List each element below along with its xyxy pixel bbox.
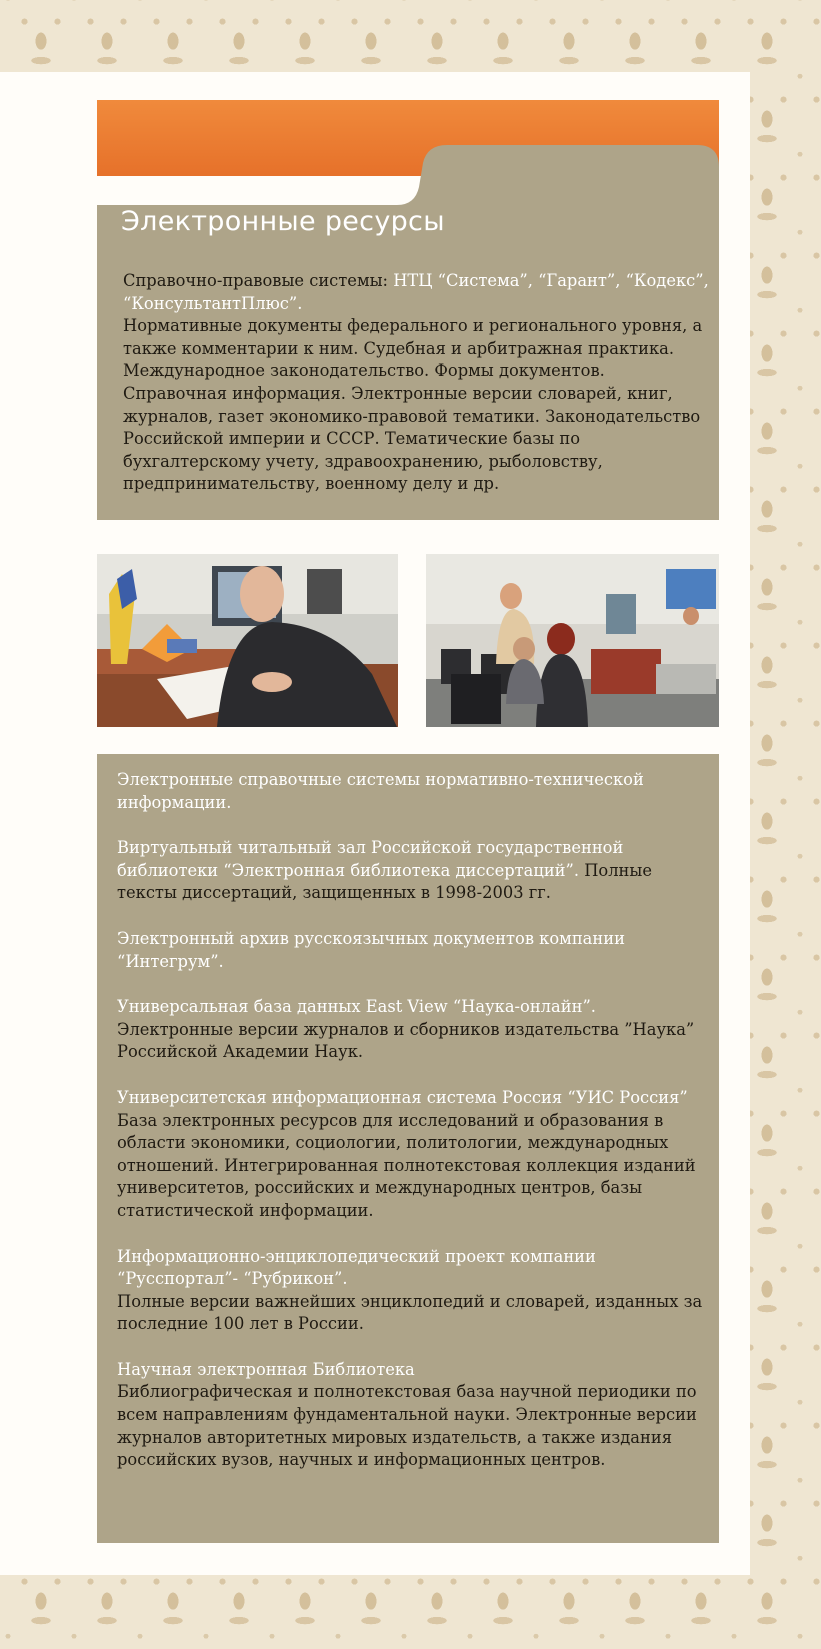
legal-systems-text [123,270,713,496]
resource-entry [117,1359,712,1472]
resource-heading: Научная электронная Библиотека [117,1359,415,1379]
photo-reading-room [426,554,719,727]
lead-names: НТЦ “Система”, “Гарант”, “Кодекс”, “КонсультантПлюс”. [123,271,709,313]
resource-heading: Виртуальный читальный зал Российской государственной библиотеки “Электронная библиотека диссертаций”. [117,838,624,880]
resource-body: База электронных ресурсов для исследований и образования в области экономики, социологии, политологии, международных отношений. Интегрированная полнотекстовая коллекция изданий университетов, российских и международных центров, базы статистической информации. [117,1110,696,1220]
resource-heading: Информационно-энциклопедический проект компании “Русспортал”- “Рубрикон”. [117,1246,596,1289]
resource-entry [117,1246,712,1336]
resource-heading: Универсальная база данных East View “Наука-онлайн”. [117,997,596,1017]
resource-heading: Электронные справочные системы нормативно-технической информации. [117,770,644,812]
section-title: Электронные ресурсы [121,206,445,237]
lead-label: Справочно-правовые системы: [123,271,389,290]
resource-entry [117,769,712,814]
photo-man-reading [97,554,398,727]
legal-systems-body: Нормативные документы федерального и регионального уровня, а также комментарии к ним. Судебная и арбитражная практика. Международное законодательство. Формы документов. Справочная информация. Электронные версии словарей, книг, журналов, газет экономико-правовой тематики. Законодательство Российской империи и СССР. Тематические базы по бухгалтерскому учету, здравоохранению, рыболовству, предпринимательству, военному делу и др. [123,316,703,494]
resource-entry [117,928,712,973]
resource-heading: Электронный архив русскоязычных документов компании “Интегрум”. [117,928,625,971]
resource-body: Электронные версии журналов и сборников издательства ”Наука” Российской Академии Наук. [117,1019,695,1062]
resources-list [117,769,712,1495]
resource-entry [117,996,712,1064]
resource-entry [117,1087,712,1223]
resource-entry [117,837,712,905]
resource-body: Полные тексты диссертаций, защищенных в 1998-2003 гг. [117,860,653,903]
resource-body: Библиографическая и полнотекстовая база научной периодики по всем направлениям фундаментальной науки. Электронные версии журналов авторитетных мировых издательств, а также издания российских вузов, научных и информационных центров. [117,1382,697,1470]
resource-heading: Университетская информационная система Россия “УИС Россия” [117,1087,688,1107]
resource-body: Полные версии важнейших энциклопедий и словарей, изданных за последние 100 лет в России. [117,1291,703,1334]
